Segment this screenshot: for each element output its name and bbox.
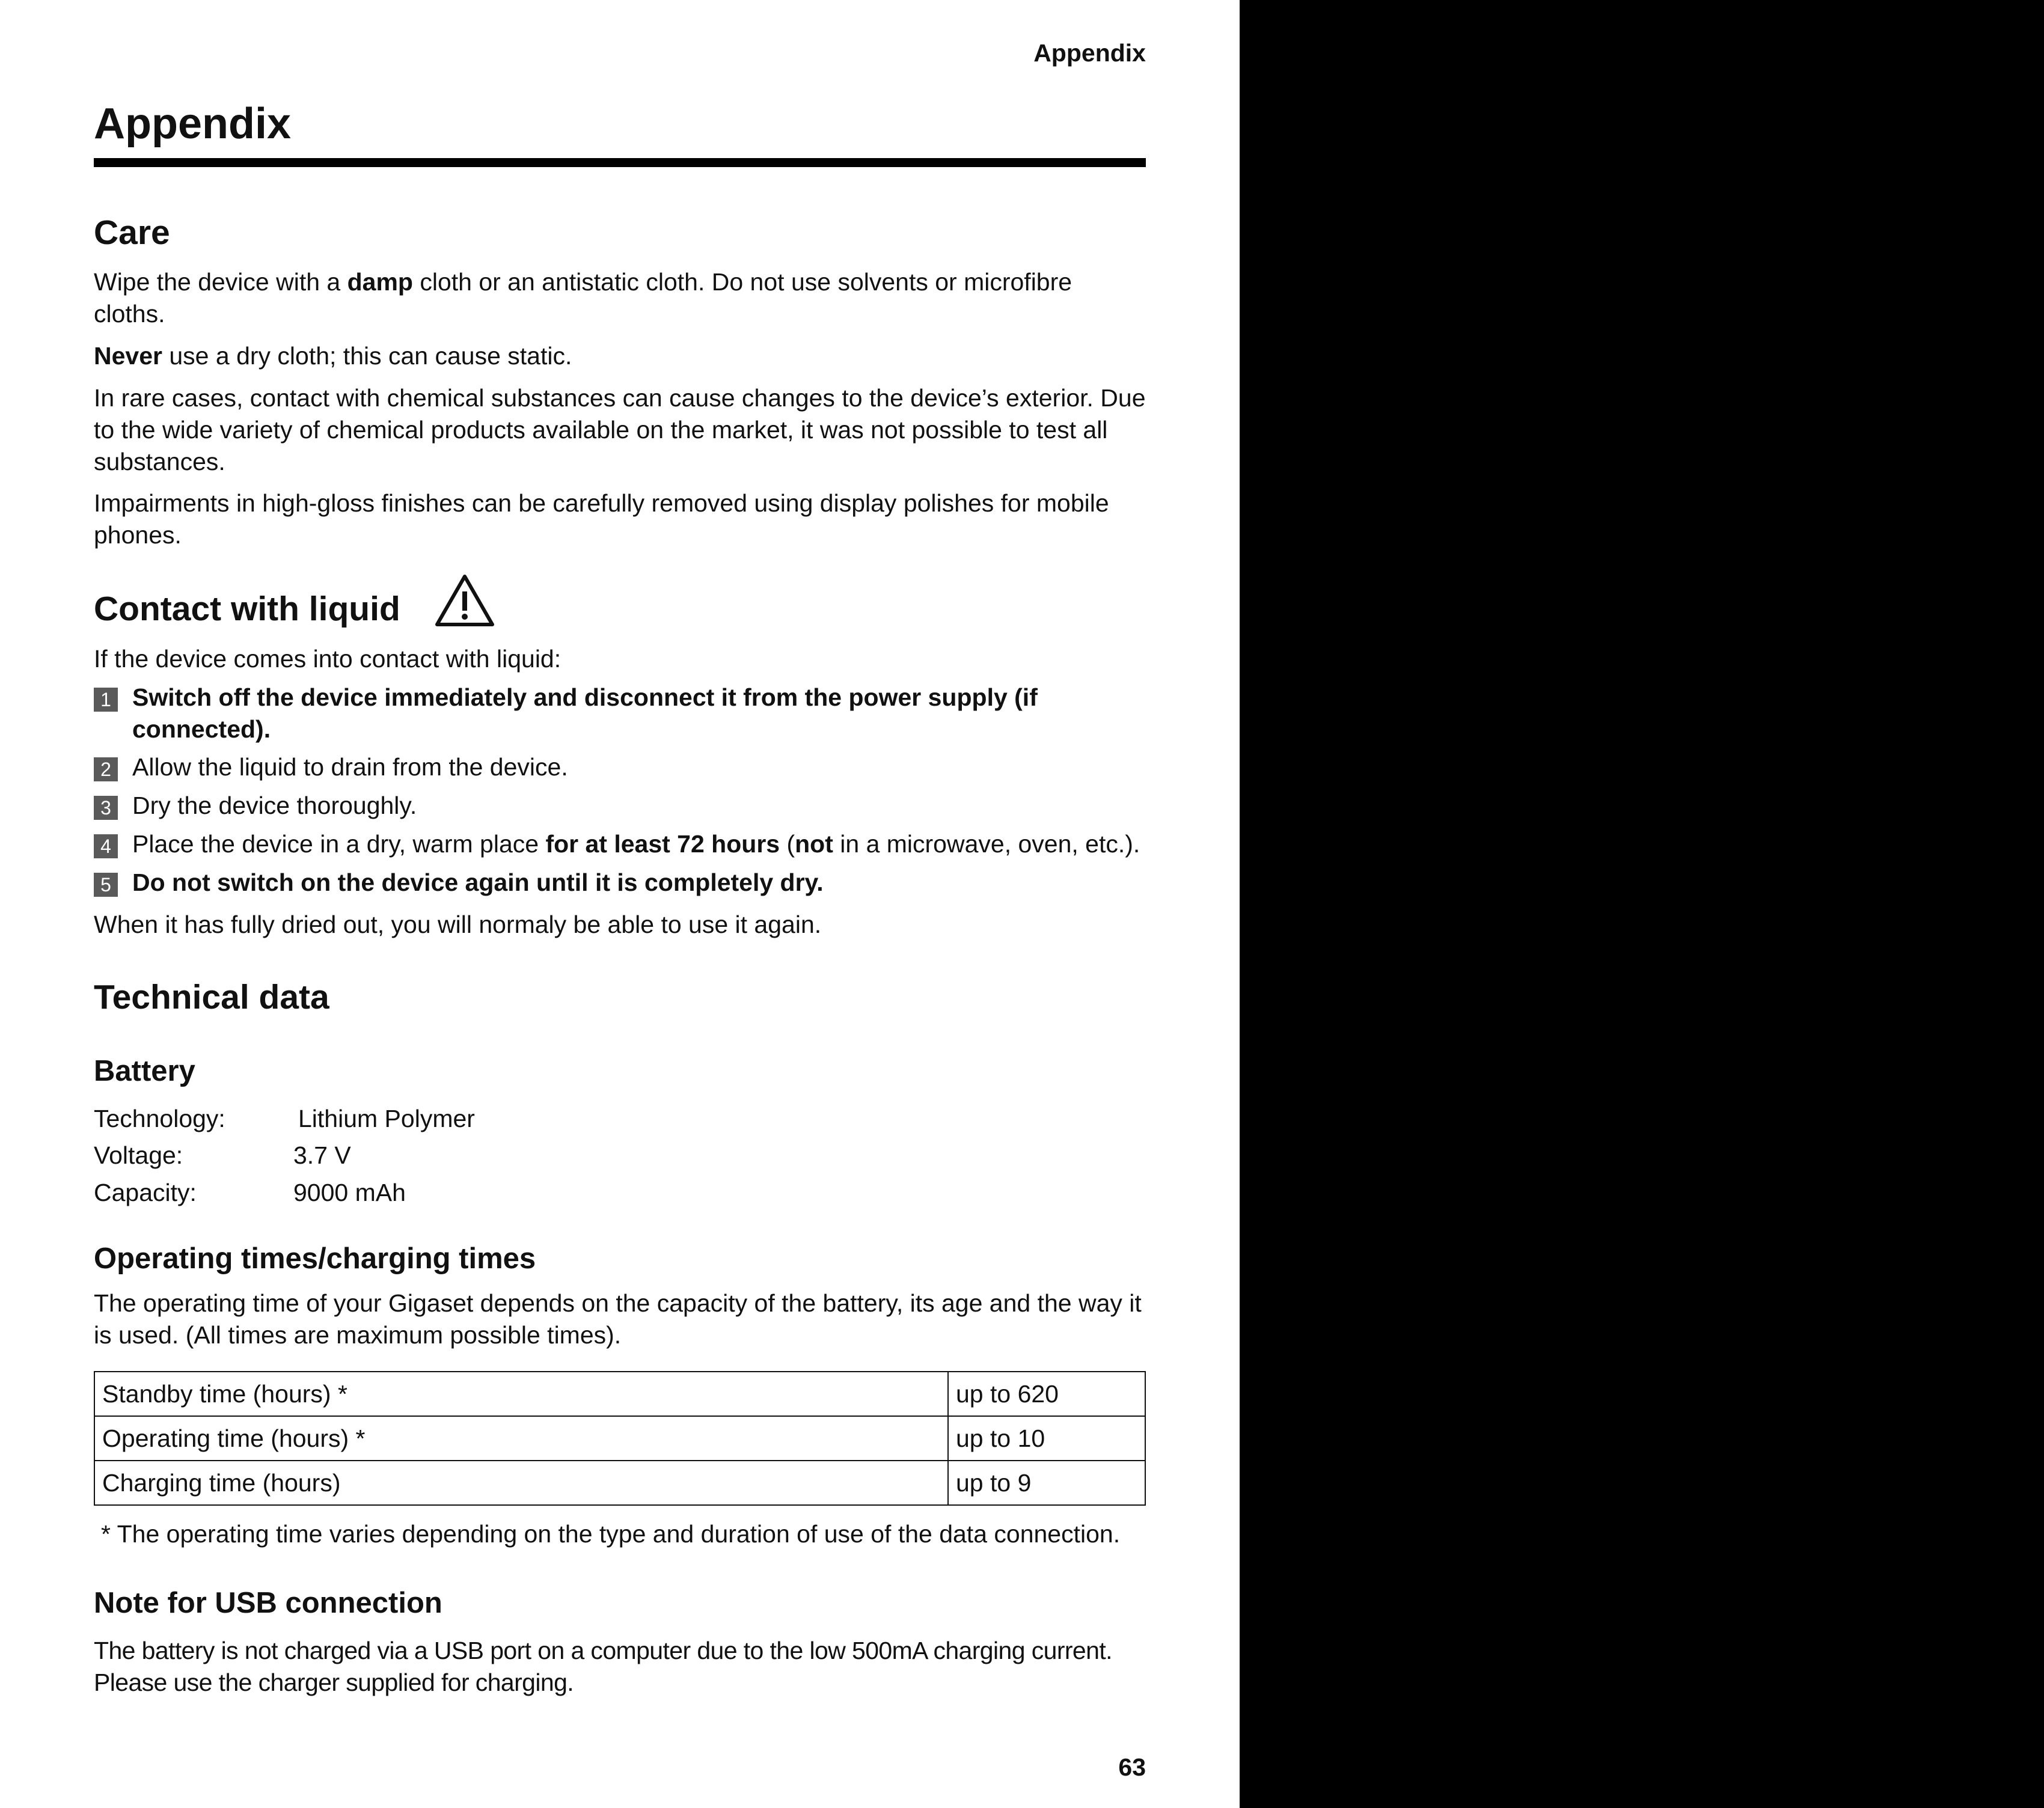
care-paragraph-2: Never use a dry cloth; this can cause static. [94,342,572,370]
step-text: Allow the liquid to drain from the device. [132,753,568,781]
list-item [94,682,1152,745]
battery-technology-label: Technology: [94,1105,225,1132]
step-text: Place the device in a dry, warm place for at least 72 hours (not in a microwave, oven, etc.). [132,830,1140,858]
step-number: 1 [94,688,118,712]
liquid-outro: When it has fully dried out, you will normaly be able to use it again. [94,911,822,938]
list-item [94,828,1152,860]
title-rule [94,158,1146,167]
page-number: 63 [1118,1753,1146,1781]
battery-capacity-label: Capacity: [94,1179,197,1206]
step-text: Dry the device thoroughly. [132,792,417,819]
table-cell-label: Standby time (hours) * [94,1372,948,1416]
battery-heading: Battery [94,1055,195,1087]
care-heading: Care [94,213,170,252]
liquid-intro: If the device comes into contact with liquid: [94,645,561,673]
step-number: 3 [94,796,118,820]
usb-note-heading: Note for USB connection [94,1587,442,1619]
step-number: 4 [94,834,118,858]
table-cell-label: Operating time (hours) * [94,1416,948,1461]
running-header: Appendix [1033,39,1146,67]
list-item [94,751,1152,783]
battery-technology-value: Lithium Polymer [298,1105,475,1132]
table-row [94,1416,1145,1461]
care-paragraph-3: In rare cases, contact with chemical substances can cause changes to the device’s exterior. Due to the wide variety of chemical products available on the market, it was not possible to test all substances. [94,384,1146,475]
list-item [94,790,1152,822]
battery-capacity-value: 9000 mAh [293,1179,406,1206]
warning-triangle-icon [434,573,495,628]
operating-times-heading: Operating times/charging times [94,1242,536,1275]
step-number: 5 [94,873,118,897]
table-cell-value: up to 9 [948,1461,1145,1505]
care-paragraph-1: Wipe the device with a damp cloth or an antistatic cloth. Do not use solvents or microfibre cloths. [94,268,1072,328]
usb-note-text: The battery is not charged via a USB port on a computer due to the low 500mA charging current. Please use the charger supplied for charging. [94,1637,1112,1696]
operating-times-footnote: * The operating time varies depending on the type and duration of use of the data connection. [101,1520,1121,1548]
step-text: Switch off the device immediately and disconnect it from the power supply (if connected). [132,683,1038,743]
list-item [94,867,1152,899]
technical-data-heading: Technical data [94,978,329,1016]
liquid-heading: Contact with liquid [94,590,400,628]
step-text: Do not switch on the device again until it is completely dry. [132,869,824,896]
battery-voltage-label: Voltage: [94,1141,183,1169]
operating-times-table [94,1371,1146,1506]
operating-times-intro: The operating time of your Gigaset depends on the capacity of the battery, its age and the way it is used. (All times are maximum possible times). [94,1289,1142,1349]
step-number: 2 [94,757,118,781]
battery-voltage-value: 3.7 V [293,1141,351,1169]
table-cell-value: up to 620 [948,1372,1145,1416]
table-cell-label: Charging time (hours) [94,1461,948,1505]
table-row [94,1461,1145,1505]
page-title: Appendix [94,100,292,148]
table-row [94,1372,1145,1416]
care-paragraph-4: Impairments in high-gloss finishes can be carefully removed using display polishes for mobile phones. [94,489,1109,549]
table-cell-value: up to 10 [948,1416,1145,1461]
